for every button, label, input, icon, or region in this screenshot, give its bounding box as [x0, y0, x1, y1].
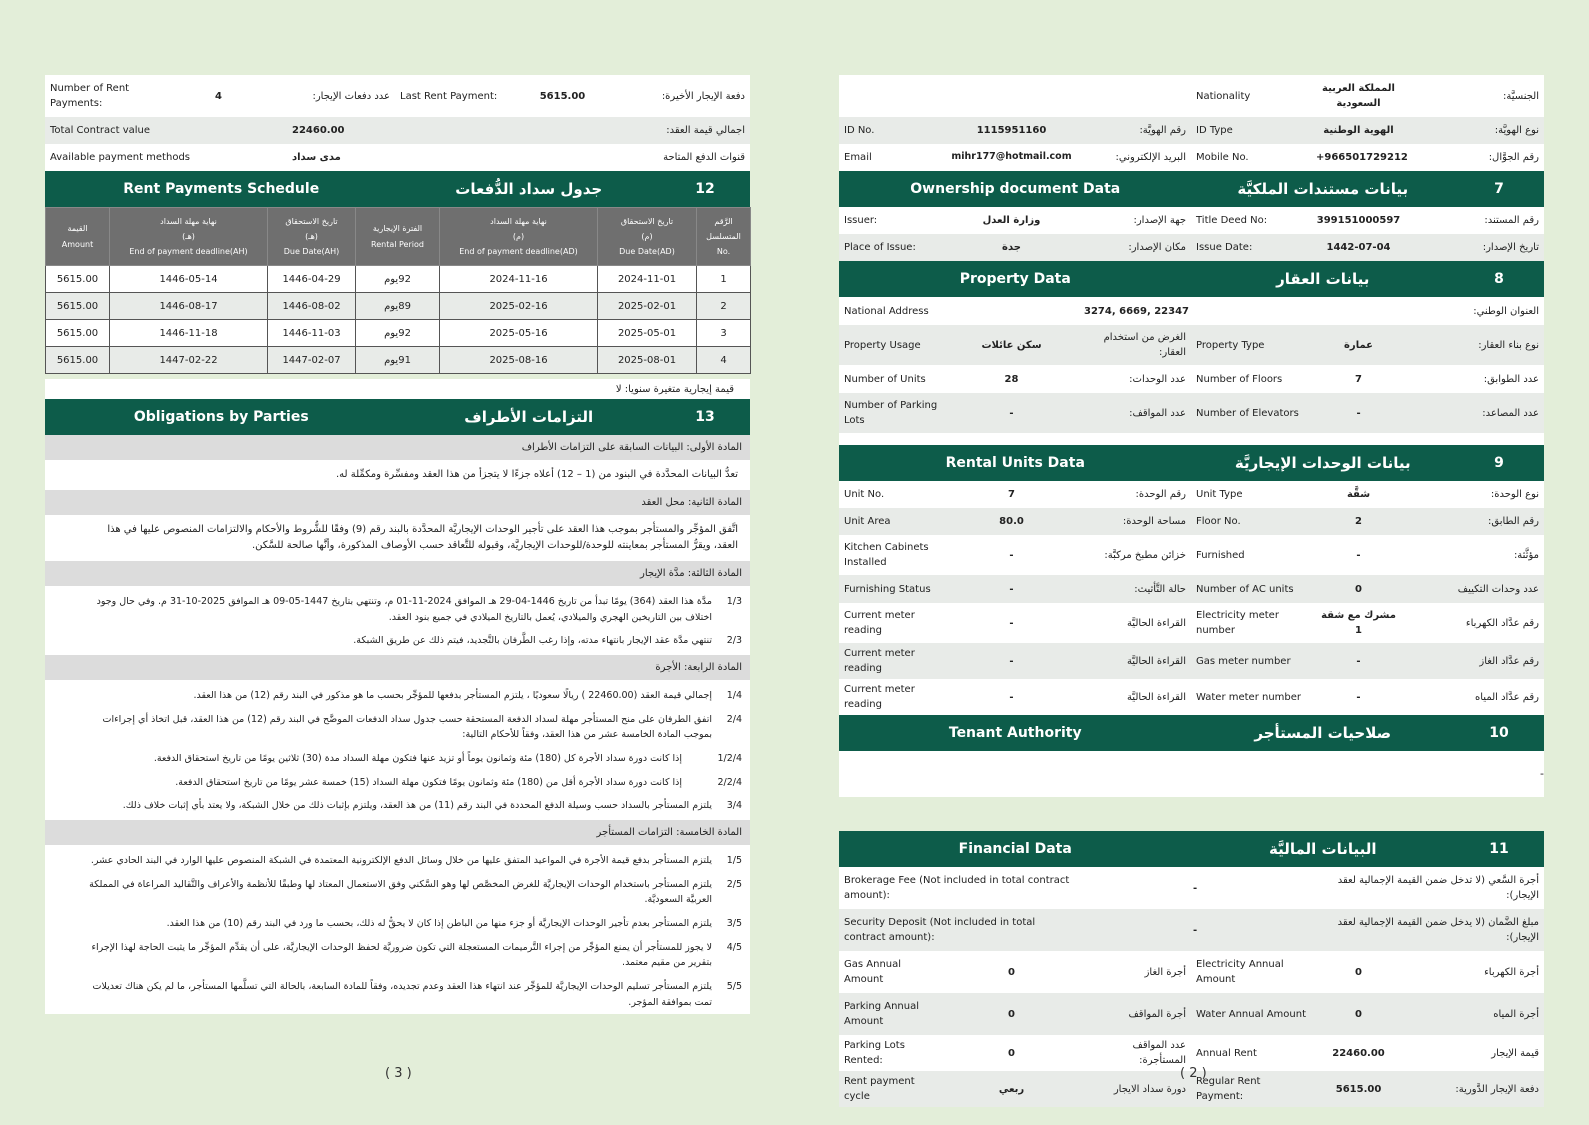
label-en: Unit Area — [839, 508, 944, 535]
cell: 5615.00 — [46, 347, 110, 374]
section-title-ar: البيانات الماليَّة — [1268, 840, 1377, 858]
clause-number: 3/4 — [726, 800, 742, 812]
label-en: Available payment methods — [45, 144, 287, 171]
section-number: 8 — [1494, 271, 1504, 287]
clause-number: 4/5 — [726, 941, 742, 953]
clause-number: 1/5 — [726, 855, 742, 867]
label-ar: نوع بناء العقار: — [1406, 325, 1544, 365]
label-en: Furnished — [1191, 535, 1311, 575]
value: mihr177@hotmail.com — [944, 144, 1079, 171]
label-en: Unit Type — [1191, 481, 1311, 508]
table-row — [46, 293, 751, 320]
section-title-en: Tenant Authority — [948, 725, 1082, 741]
info-row — [839, 575, 1544, 603]
label-ar: القراءة الحاليَّة — [1079, 603, 1191, 643]
label-en: Number of Elevators — [1191, 393, 1311, 433]
cell: 1446-04-29 — [268, 266, 356, 293]
label-en: Place of Issue: — [839, 234, 944, 261]
label-en: Electricity Annual Amount — [1191, 951, 1311, 993]
section-title-ar: جدول سداد الدُّفعات — [455, 180, 603, 198]
label-en: Current meter reading — [839, 679, 944, 715]
label-ar: رقم عدَّاد الكهرباء — [1406, 603, 1544, 643]
label-ar: أجرة الكهرباء — [1406, 951, 1544, 993]
section-title-ar: بيانات مستندات الملكيَّة — [1237, 180, 1409, 198]
info-row — [839, 117, 1544, 144]
label-ar: القراءة الحاليَّة — [1079, 679, 1191, 715]
label-en: ID Type — [1191, 117, 1311, 144]
label-ar: مكان الإصدار: — [1079, 234, 1191, 261]
page-number: ( 2 ) — [1180, 1066, 1207, 1081]
label-ar: عدد الطوابق: — [1406, 365, 1544, 393]
value: - — [1311, 679, 1406, 715]
variable-rent-note: قيمة إيجارية متغيرة سنويا: لا — [45, 379, 750, 399]
info-row — [839, 535, 1544, 575]
cell: 2024-11-16 — [440, 266, 598, 293]
value: مدى سداد — [287, 144, 515, 171]
label-ar: مؤثَّثة: — [1406, 535, 1544, 575]
label-en: Rent payment cycle — [839, 1071, 944, 1107]
label-en: Current meter reading — [839, 603, 944, 643]
clause-number: 1/4 — [726, 690, 742, 702]
col-header-no: الرَّقم المتسلسل No. — [697, 208, 751, 266]
label-ar: رقم المستند: — [1406, 207, 1544, 234]
label-en: Number of AC units — [1191, 575, 1311, 603]
cell: 2025-02-16 — [440, 293, 598, 320]
value: 0 — [1311, 575, 1406, 603]
label-en: Floor No. — [1191, 508, 1311, 535]
info-row — [839, 207, 1544, 234]
info-row — [839, 643, 1544, 679]
section-number: 13 — [695, 409, 715, 425]
label-en: Gas meter number — [1191, 643, 1311, 679]
clause-number: 2/3 — [726, 635, 742, 647]
label-en: Number of Parking Lots — [839, 393, 944, 433]
label-en: Annual Rent — [1191, 1035, 1311, 1071]
table-row — [46, 266, 751, 293]
clause-text: مدَّة هذا العقد (364) يومًا تبدأ من تاريخ 1446-04-29 هـ الموافق 2024-11-01 م، وتنتهي بتاريخ 1447-05-09 هـ الموافق 2025-10-31 م. وفي حال وجود اختلاف بين التاريخين الهجري والميلادي، يُعمل بالتاريخ الميلادي في جميع بنود العقد. — [96, 596, 712, 623]
cell: 2025-02-01 — [598, 293, 697, 320]
col-header-amount: القيمة Amount — [46, 208, 110, 266]
clause — [45, 794, 750, 820]
info-row — [839, 297, 1544, 325]
value: - — [1311, 643, 1406, 679]
clause-text: إذا كانت دورة سداد الأجرة كل (180) مئة وثمانون يوماً أو تزيد عنها فتكون مهلة السداد مدة (30) ثلاثين يومًا من تاريخ استحقاق الدفعة. — [153, 753, 682, 765]
value: ربعي — [944, 1071, 1079, 1107]
clause — [45, 771, 750, 795]
cell: 3 — [697, 320, 751, 347]
summary-row — [45, 117, 750, 144]
article-heading: المادة الأولى: البيانات السابقة على التزامات الأطراف — [45, 435, 750, 460]
cell: 5615.00 — [46, 266, 110, 293]
value: - — [1079, 867, 1311, 909]
cell: 1446-11-18 — [110, 320, 268, 347]
clause-text: لا يجوز للمستأجر أن يمنع المؤجِّر من إجراء التَّرميمات المستعجلة التي تكون ضروريَّة لحفظ الوحدات الإيجاريَّة، على أن يقدِّم المؤجِّر ما يثبت الحاجة لهذا الإجراء بتقرير من مقيم معتمد. — [91, 941, 712, 969]
section-title-ar: صلاحيات المستأجر — [1254, 724, 1392, 742]
value — [944, 75, 1079, 117]
info-row — [839, 365, 1544, 393]
label-ar: رقم الهويَّة: — [1079, 117, 1191, 144]
value: 1115951160 — [944, 117, 1079, 144]
label-ar: الجنسيَّة: — [1406, 75, 1544, 117]
value: 7 — [1311, 365, 1406, 393]
label-en: Email — [839, 144, 944, 171]
summary-row — [45, 144, 750, 171]
label-en: Water Annual Amount — [1191, 993, 1311, 1035]
label-ar: دورة سداد الايجار — [1079, 1071, 1191, 1107]
value: - — [944, 643, 1079, 679]
cell: 1446-08-17 — [110, 293, 268, 320]
value: 0 — [944, 993, 1079, 1035]
section-title-en: Ownership document Data — [910, 181, 1121, 197]
section-title-en: Financial Data — [958, 841, 1072, 857]
clause — [45, 586, 750, 629]
cell: 2024-11-01 — [598, 266, 697, 293]
value: شقَّة — [1311, 481, 1406, 508]
value: +966501729212 — [1311, 144, 1406, 171]
value: - — [944, 575, 1079, 603]
label-ar: نوع الهويَّة: — [1406, 117, 1544, 144]
clause — [45, 680, 750, 708]
cell: 2025-05-16 — [440, 320, 598, 347]
value: وزارة العدل — [944, 207, 1079, 234]
value: 5615.00 — [515, 75, 610, 117]
label-en: Kitchen Cabinets Installed — [839, 535, 944, 575]
section-title-en: Property Data — [959, 271, 1071, 287]
cell: 1446-05-14 — [110, 266, 268, 293]
table-row — [46, 347, 751, 374]
label-en: Total Contract value — [45, 117, 287, 144]
section-number: 7 — [1494, 181, 1504, 197]
cell: 1446-08-02 — [268, 293, 356, 320]
value: 22460.00 — [287, 117, 515, 144]
label-ar: عدد الوحدات: — [1079, 365, 1191, 393]
info-row — [839, 909, 1544, 951]
label-ar: أجرة المياه — [1406, 993, 1544, 1035]
value: 2 — [1311, 508, 1406, 535]
cell: 1447-02-22 — [110, 347, 268, 374]
cell: 1447-02-07 — [268, 347, 356, 374]
info-row — [839, 75, 1544, 117]
section-header-9 — [839, 445, 1544, 481]
label-ar: عدد وحدات التكييف — [1406, 575, 1544, 603]
clause — [45, 936, 750, 975]
clause-number: 3/5 — [726, 918, 742, 930]
value: مشرك مع شقة 1 — [1311, 603, 1406, 643]
info-row — [839, 951, 1544, 993]
clause-text: إذا كانت دورة سداد الأجرة أقل من (180) مئة وثمانون يومًا فتكون مهلة السداد (15) خمسة عشر يومًا من تاريخ استحقاق الدفعة. — [175, 776, 682, 788]
label-ar: تاريخ الإصدار: — [1406, 234, 1544, 261]
col-header-rental-period: الفترة الإيجارية Rental Period — [356, 208, 440, 266]
cell: 89يوم — [356, 293, 440, 320]
info-row — [839, 234, 1544, 261]
label-ar: دفعة الإيجار الدَّورية: — [1406, 1071, 1544, 1107]
label-en: Unit No. — [839, 481, 944, 508]
label-ar: حالة التَّأثيث: — [1079, 575, 1191, 603]
info-row — [839, 325, 1544, 365]
cell: 5615.00 — [46, 320, 110, 347]
article-heading: المادة الخامسة: التزامات المستأجر — [45, 820, 750, 845]
label-en: Gas Annual Amount — [839, 951, 944, 993]
section-number: 10 — [1489, 725, 1509, 741]
cell: 92يوم — [356, 320, 440, 347]
article-heading: المادة الرابعة: الأجرة — [45, 655, 750, 680]
col-header-deadline-ah: نهاية مهلة السداد (هـ) End of payment deadline(AH) — [110, 208, 268, 266]
clause-text: يلتزم المستأجر باستخدام الوحدات الإيجاريَّة للغرض المخصَّص لها وهو السَّكني وفق الاستعمال المعتاد لها وطبقًا للأنظمة والأعراف والتَّقاليد المراعاة في المملكة العربيَّة السعوديَّة. — [89, 878, 712, 906]
section-header-13 — [45, 399, 750, 435]
article-heading: المادة الثانية: محل العقد — [45, 490, 750, 515]
label-ar — [1079, 75, 1191, 117]
section-header-8 — [839, 261, 1544, 297]
col-header-deadline-ad: نهاية مهلة السداد (م) End of payment deadline(AD) — [440, 208, 598, 266]
label-ar: رقم الوحدة: — [1079, 481, 1191, 508]
value: جدة — [944, 234, 1079, 261]
label-en: Mobile No. — [1191, 144, 1311, 171]
label-ar: رقم الطابق: — [1406, 508, 1544, 535]
ownership-table — [839, 207, 1544, 261]
section-title-ar: بيانات العقار — [1276, 270, 1370, 288]
cell: 2025-05-01 — [598, 320, 697, 347]
tenant-authority-body — [839, 751, 1544, 797]
info-row — [839, 603, 1544, 643]
label-en: Last Rent Payment: — [395, 75, 515, 117]
value: - — [1311, 393, 1406, 433]
value: 0 — [1311, 951, 1406, 993]
clause-number: 5/5 — [726, 981, 742, 993]
page-2 — [839, 75, 1544, 1107]
section-title-en: Rental Units Data — [945, 455, 1085, 471]
label-en: Water meter number — [1191, 679, 1311, 715]
label-ar: أجرة الغاز — [1079, 951, 1191, 993]
label-ar: قيمة الإيجار — [1406, 1035, 1544, 1071]
label-ar: عدد دفعات الإيجار: — [287, 75, 395, 117]
value: 7 — [944, 481, 1079, 508]
label-en: Parking Lots Rented: — [839, 1035, 944, 1071]
clause-text: يلتزم المستأجر بالسداد حسب وسيلة الدفع المحددة في البند رقم (11) من هذ العقد، ويلتزم بإثبات ذلك من خلال الشبكة، ولا يعتد بأي إثبات خلاف ذلك. — [122, 800, 712, 812]
section-header-7 — [839, 171, 1544, 207]
article-text: تعدُّ البيانات المحدَّدة في البنود من (1 – 12) أعلاه جزءًا لا يتجزأ من هذا العقد ومفسِّرة ومكمِّلة له. — [45, 460, 750, 490]
label-en: Parking Annual Amount — [839, 993, 944, 1035]
label-ar: القراءة الحاليَّة — [1079, 643, 1191, 679]
value: - — [944, 603, 1079, 643]
cell: 2025-08-16 — [440, 347, 598, 374]
label-en: Property Usage — [839, 325, 944, 365]
col-header-due-ad: تاريخ الاستحقاق (م) Due Date(AD) — [598, 208, 697, 266]
value: 0 — [944, 951, 1079, 993]
label-en: Issuer: — [839, 207, 944, 234]
page-3 — [45, 75, 750, 1014]
label-en: Electricity meter number — [1191, 603, 1311, 643]
clause-text: إجمالي قيمة العقد (22460.00 ) ريالًا سعوديًا ، يلتزم المستأجر بدفعها للمؤجِّر بحسب ما هو مذكور في البند رقم (12) من هذا العقد. — [193, 690, 712, 702]
info-row — [839, 679, 1544, 715]
label-en — [839, 75, 944, 117]
value: المملكة العربية السعودية — [1311, 75, 1406, 117]
section-title-ar: بيانات الوحدات الإيجاريَّة — [1234, 454, 1411, 472]
value: 4 — [150, 75, 287, 117]
section-number: 12 — [695, 181, 715, 197]
label-ar: عدد المواقف: — [1079, 393, 1191, 433]
value: 0 — [1311, 993, 1406, 1035]
label-ar: نوع الوحدة: — [1406, 481, 1544, 508]
rental-units-table — [839, 481, 1544, 715]
cell: 92يوم — [356, 266, 440, 293]
clause — [45, 747, 750, 771]
clause-number: 2/5 — [726, 878, 742, 890]
article-text: اتَّفق المؤجِّر والمستأجر بموجب هذا العقد على تأجير الوحدات الإيجاريَّة المحدَّدة بالبند رقم (9) وفقًا للشُّروط والأحكام والالتزامات المنصوص عليها في هذا العقد، ويقرُّ المستأجر بمعاينته للوحدة/للوحدات الإيجاريَّة، وقبوله للتَّعاقد حسب الأوصاف المذكورة، وأنَّها صالحة للسَّكن. — [45, 515, 750, 561]
value: 3274, 6669, 22347 — [1079, 297, 1311, 325]
clause — [45, 629, 750, 655]
clause-number: 1/3 — [726, 596, 742, 607]
label-ar: رقم عدَّاد المياه — [1406, 679, 1544, 715]
tenant-info-table — [839, 75, 1544, 171]
section-title-en: Obligations by Parties — [133, 409, 309, 425]
property-table — [839, 297, 1544, 433]
label-ar: مساحة الوحدة: — [1079, 508, 1191, 535]
section-number: 9 — [1494, 455, 1504, 471]
cell: 4 — [697, 347, 751, 374]
label-en: Brokerage Fee (Not included in total contract amount): — [839, 867, 1079, 909]
label-ar: أجرة السَّعي (لا تدخل ضمن القيمة الإجمالية لعقد الإيجار): — [1311, 867, 1544, 909]
value: عمارة — [1311, 325, 1406, 365]
label-ar: الغرض من استخدام العقار: — [1079, 325, 1191, 365]
section-title-en: Rent Payments Schedule — [123, 181, 320, 197]
value: سكن عائلات — [944, 325, 1079, 365]
col-header-due-ah: تاريخ الاستحقاق (هـ) Due Date(AH) — [268, 208, 356, 266]
label-ar: العنوان الوطني: — [1311, 297, 1544, 325]
summary-row — [45, 75, 750, 117]
label-ar: أجرة المواقف — [1079, 993, 1191, 1035]
label-en: Property Type — [1191, 325, 1311, 365]
label-en: Issue Date: — [1191, 234, 1311, 261]
rent-payments-schedule — [45, 207, 751, 374]
clause-text: يلتزم المستأجر تسليم الوحدات الإيجاريَّة للمؤجِّر عند انتهاء هذا العقد وعدم تجديده، وفقاً للمادة السابعة، بالحالة التي تسلَّمها المستأجر، ما لم يكن هناك تعديلات تمت بموافقة المؤجر. — [92, 981, 712, 1008]
clause-text: يلتزم المستأجر بدفع قيمة الأجرة في المواعيد المتفق عليها من خلال وسائل الدفع الإلكترونية المعتمدة في الشبكة المنصوص عليها الوارد في البند الحادي عشر. — [90, 855, 712, 867]
clause — [45, 912, 750, 936]
label-en: Number of Floors — [1191, 365, 1311, 393]
value: - — [944, 393, 1079, 433]
page-number: ( 3 ) — [385, 1066, 412, 1081]
clause — [45, 845, 750, 873]
info-row — [839, 993, 1544, 1035]
clause-number: 2/4 — [726, 713, 742, 725]
clause — [45, 873, 750, 912]
section-header-12 — [45, 171, 750, 207]
clause-text: تنتهي مدَّة عقد الإيجار بانتهاء مدته، وإذا رغب الطَّرفان بالتَّجديد، فيتم ذلك عن طريق الشبكة. — [353, 635, 712, 647]
rent-summary-table — [45, 75, 750, 171]
value: 0 — [944, 1035, 1079, 1071]
value: 5615.00 — [1311, 1071, 1406, 1107]
label-en: ID No. — [839, 117, 944, 144]
label-en: Regular Rent Payment: — [1191, 1071, 1311, 1107]
cell: 2025-08-01 — [598, 347, 697, 374]
label-ar: البريد الإلكتروني: — [1079, 144, 1191, 171]
clause-number: 2/2/4 — [717, 776, 742, 788]
value: 399151000597 — [1311, 207, 1406, 234]
label-en: Current meter reading — [839, 643, 944, 679]
schedule-header-row — [46, 208, 751, 266]
label-ar: رقم الجوَّال: — [1406, 144, 1544, 171]
label-ar: عدد المصاعد: — [1406, 393, 1544, 433]
section-header-10 — [839, 715, 1544, 751]
cell: 1446-11-03 — [268, 320, 356, 347]
value: 22460.00 — [1311, 1035, 1406, 1071]
label-en: Security Deposit (Not included in total contract amount): — [839, 909, 1079, 951]
label-en: Number of Units — [839, 365, 944, 393]
label-ar: اجمالي قيمة العقد: — [515, 117, 750, 144]
label-ar: جهة الإصدار: — [1079, 207, 1191, 234]
value: - — [1311, 535, 1406, 575]
value: - — [944, 535, 1079, 575]
label-en: Furnishing Status — [839, 575, 944, 603]
table-row — [46, 320, 751, 347]
section-title-ar: التزامات الأطراف — [464, 408, 594, 426]
value: 1442-07-04 — [1311, 234, 1406, 261]
clause-text: اتفق الطرفان على منح المستأجر مهلة لسداد الدفعة المستحقة حسب جدول سداد الدفعات الموضَّح في البند رقم (12) من هذا العقد، قبل اتخاذ أي إجراءات بموجب المادة الخامسة عشر من هذا العقد، وفقاً للأحكام التالية: — [102, 713, 712, 741]
info-row — [839, 508, 1544, 535]
label-ar: عدد المواقف المستأجرة: — [1079, 1035, 1191, 1071]
label-en: Nationality — [1191, 75, 1311, 117]
info-row — [839, 867, 1544, 909]
section-number: 11 — [1489, 841, 1509, 857]
cell: 5615.00 — [46, 293, 110, 320]
clause — [45, 708, 750, 747]
value: 28 — [944, 365, 1079, 393]
value: 80.0 — [944, 508, 1079, 535]
value: - — [944, 679, 1079, 715]
tenant-authority-value: - — [1540, 767, 1544, 780]
info-row — [839, 144, 1544, 171]
label-en: Number of Rent Payments: — [45, 75, 150, 117]
clause-number: 1/2/4 — [717, 753, 742, 765]
label-ar: قنوات الدفع المتاحة — [515, 144, 750, 171]
clause — [45, 975, 750, 1014]
info-row — [839, 393, 1544, 433]
label-en: National Address — [839, 297, 1079, 325]
cell: 1 — [697, 266, 751, 293]
cell: 91يوم — [356, 347, 440, 374]
article-heading: المادة الثالثة: مدَّة الإيجار — [45, 561, 750, 586]
cell: 2 — [697, 293, 751, 320]
label-en: Title Deed No: — [1191, 207, 1311, 234]
value: الهوية الوطنية — [1311, 117, 1406, 144]
label-ar: خزائن مطبخ مركبَّة: — [1079, 535, 1191, 575]
label-ar: رقم عدَّاد الغاز — [1406, 643, 1544, 679]
label-ar: مبلغ الضَّمان (لا يدخل ضمن القيمة الإجمالية لعقد الإيجار): — [1311, 909, 1544, 951]
info-row — [839, 481, 1544, 508]
value: - — [1079, 909, 1311, 951]
label-ar: دفعة الإيجار الأخيرة: — [610, 75, 750, 117]
section-header-11 — [839, 831, 1544, 867]
clause-text: يلتزم المستأجر بعدم تأجير الوحدات الإيجاريَّة أو جزء منها من الباطن إذا كان لا يحقُّ له ذلك، بحسب ما ورد في البند رقم (10) من هذا العقد. — [166, 918, 712, 930]
